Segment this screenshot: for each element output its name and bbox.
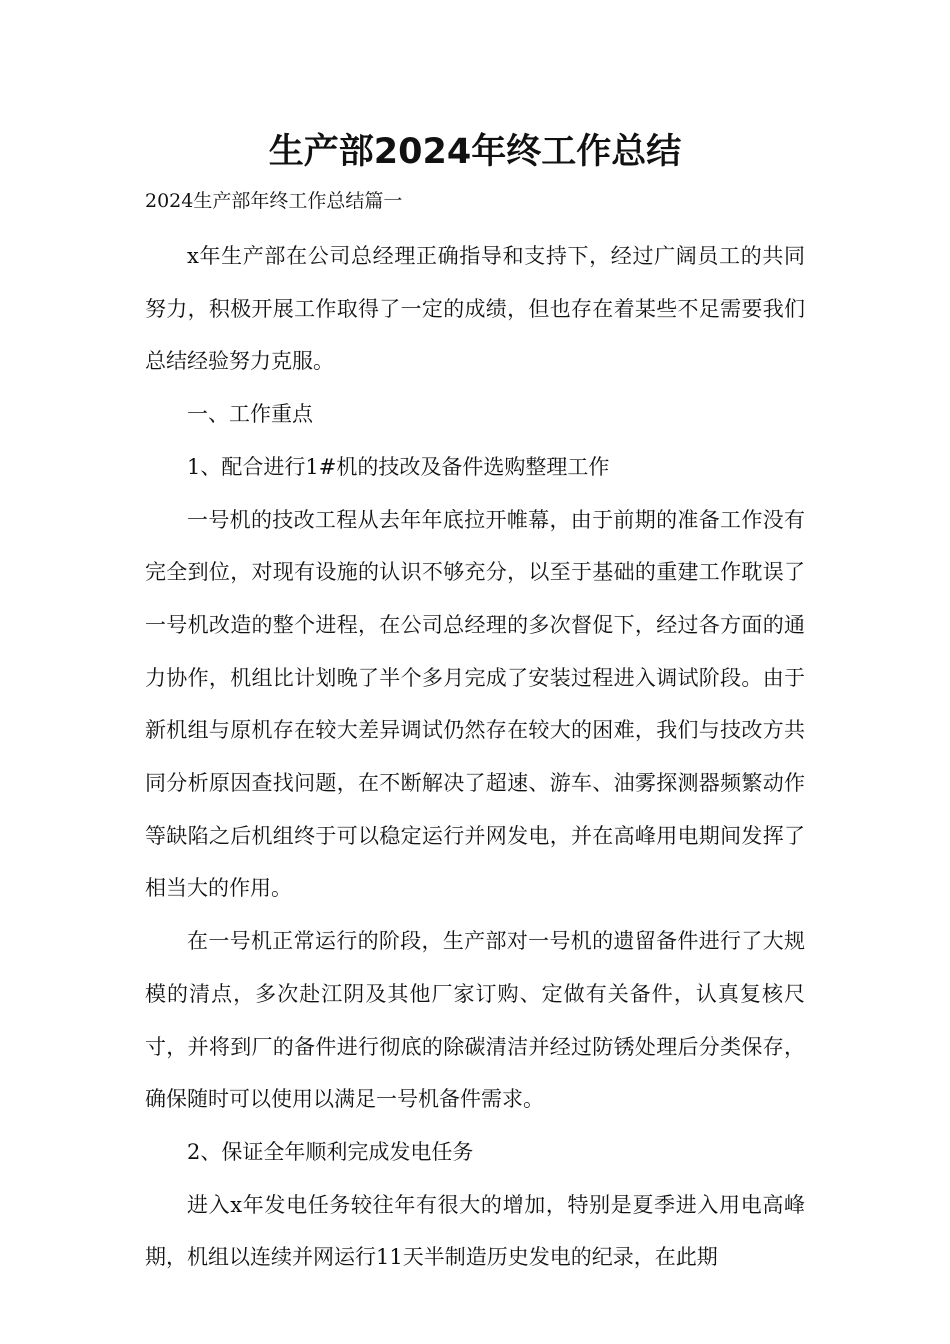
subsection-heading-1: 1、配合进行1#机的技改及备件选购整理工作 [187,454,610,479]
paragraph-power-generation: 进入x年发电任务较往年有很大的增加，特别是夏季进入用电高峰期，机组以连续并网运行11天半制造历史发电的纪录，在此期 [145,1192,805,1270]
section-heading-work-focus: 一、工作重点 [187,402,313,427]
document-subtitle: 2024生产部年终工作总结篇一 [145,190,403,212]
paragraph-retrofit: 一号机的技改工程从去年年底拉开帷幕，由于前期的准备工作没有完全到位，对现有设施的认识不够充分，以至于基础的重建工作耽误了一号机改造的整个进程，在公司总经理的多次督促下，经过各方面的通力协作，机组比计划晚了半个多月完成了安装过程进入调试阶段。由于新机组与原机存在较大差异调试仍然存在较大的困难，我们与技改方共同分析原因查找问题，在不断解决了超速、游车、油雾探测器频繁动作等缺陷之后机组终于可以稳定运行并网发电，并在高峰用电期间发挥了相当大的作用。 [145,507,805,901]
subsection-heading-2: 2、保证全年顺利完成发电任务 [187,1139,474,1164]
paragraph-intro: x年生产部在公司总经理正确指导和支持下，经过广阔员工的共同努力，积极开展工作取得了一定的成绩，但也存在着某些不足需要我们总结经验努力克服。 [145,244,805,374]
document-title: 生产部2024年终工作总结 [268,132,682,172]
paragraph-spare-parts: 在一号机正常运行的阶段，生产部对一号机的遗留备件进行了大规模的清点，多次赴江阴及其他厂家订购、定做有关备件，认真复核尺寸，并将到厂的备件进行彻底的除碳清洁并经过防锈处理后分类保存，确保随时可以使用以满足一号机备件需求。 [145,929,805,1112]
document-body [145,230,805,1284]
